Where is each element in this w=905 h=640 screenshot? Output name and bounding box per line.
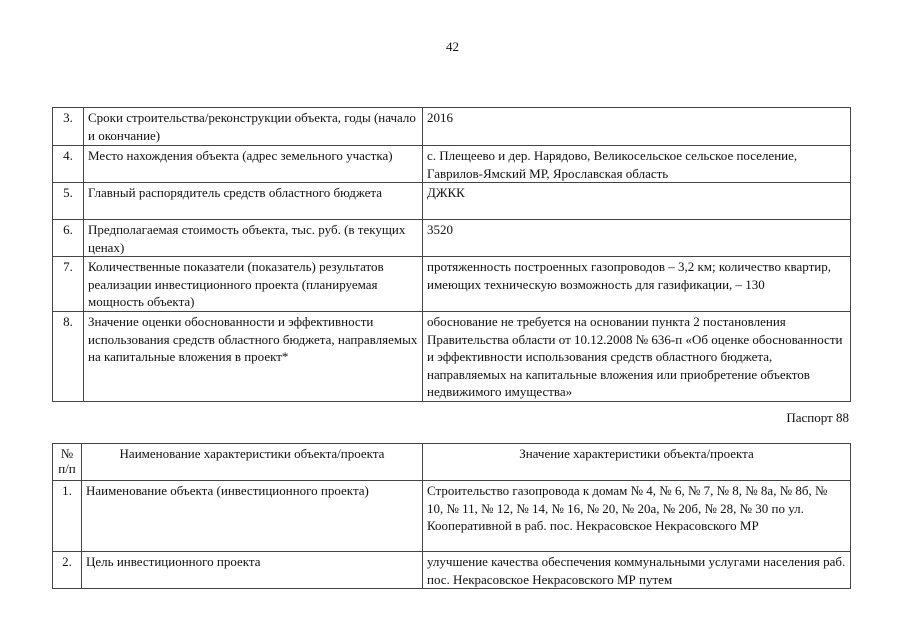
passport-table [52,443,851,589]
table-row [53,257,851,312]
characteristic-label: Наименование объекта (инвестиционного проекта) [82,481,423,552]
characteristic-label: Место нахождения объекта (адрес земельного участка) [84,146,423,183]
characteristic-value: Строительство газопровода к домам № 4, № 6, № 7, № 8, № 8а, № 8б, № 10, № 11, № 12, № 14, № 16, № 20, № 20а, № 20б, № 28, № 30 по ул. Кооперативной в раб. пос. Некрасовское Некрасовского МР [423,481,851,552]
characteristic-label: Значение оценки обоснованности и эффективности использования средств областного бюджета, направляемых на капитальные вложения в проект* [84,312,423,402]
row-number: 1. [53,481,82,552]
characteristic-value: 3520 [423,220,851,257]
row-number: 4. [53,146,84,183]
header-number-line2: п/п [58,461,76,476]
table-row [53,146,851,183]
characteristic-label: Главный распорядитель средств областного бюджета [84,183,423,220]
table-row [53,183,851,220]
row-number: 7. [53,257,84,312]
characteristic-value: с. Плещеево и дер. Нарядово, Великосельское сельское поселение, Гаврилов-Ямский МР, Ярославская область [423,146,851,183]
header-characteristic-name: Наименование характеристики объекта/проекта [82,444,423,481]
characteristic-value: обоснование не требуется на основании пункта 2 постановления Правительства области от 10.12.2008 № 636-п «Об оценке обоснованности и эффективности использования средств областного бюджета, направляемых на капитальные вложения или приобретение объектов недвижимого имущества» [423,312,851,402]
table-row [53,481,851,552]
table-header-row [53,444,851,481]
header-characteristic-value: Значение характеристики объекта/проекта [423,444,851,481]
characteristic-label: Сроки строительства/реконструкции объекта, годы (начало и окончание) [84,108,423,146]
characteristic-label: Цель инвестиционного проекта [82,552,423,589]
characteristic-value: протяженность построенных газопроводов – 3,2 км; количество квартир, имеющих техническую возможность для газификации, – 130 [423,257,851,312]
table-row [53,312,851,402]
header-number [53,444,82,481]
row-number: 5. [53,183,84,220]
characteristic-value: улучшение качества обеспечения коммунальными услугами населения раб. пос. Некрасовское Некрасовского МР путем [423,552,851,589]
characteristic-label: Количественные показатели (показатель) результатов реализации инвестиционного проекта (планируемая мощность объекта) [84,257,423,312]
page-number: 42 [446,39,459,54]
project-table-continued [52,107,851,402]
row-number: 6. [53,220,84,257]
header-number-line1: № [60,446,74,461]
characteristic-value: ДЖКК [423,183,851,220]
characteristic-value: 2016 [423,108,851,146]
table-row [53,108,851,146]
row-number: 8. [53,312,84,402]
passport-title: Паспорт 88 [786,410,849,425]
row-number: 3. [53,108,84,146]
table-row [53,552,851,589]
row-number: 2. [53,552,82,589]
characteristic-label: Предполагаемая стоимость объекта, тыс. руб. (в текущих ценах) [84,220,423,257]
table-row [53,220,851,257]
